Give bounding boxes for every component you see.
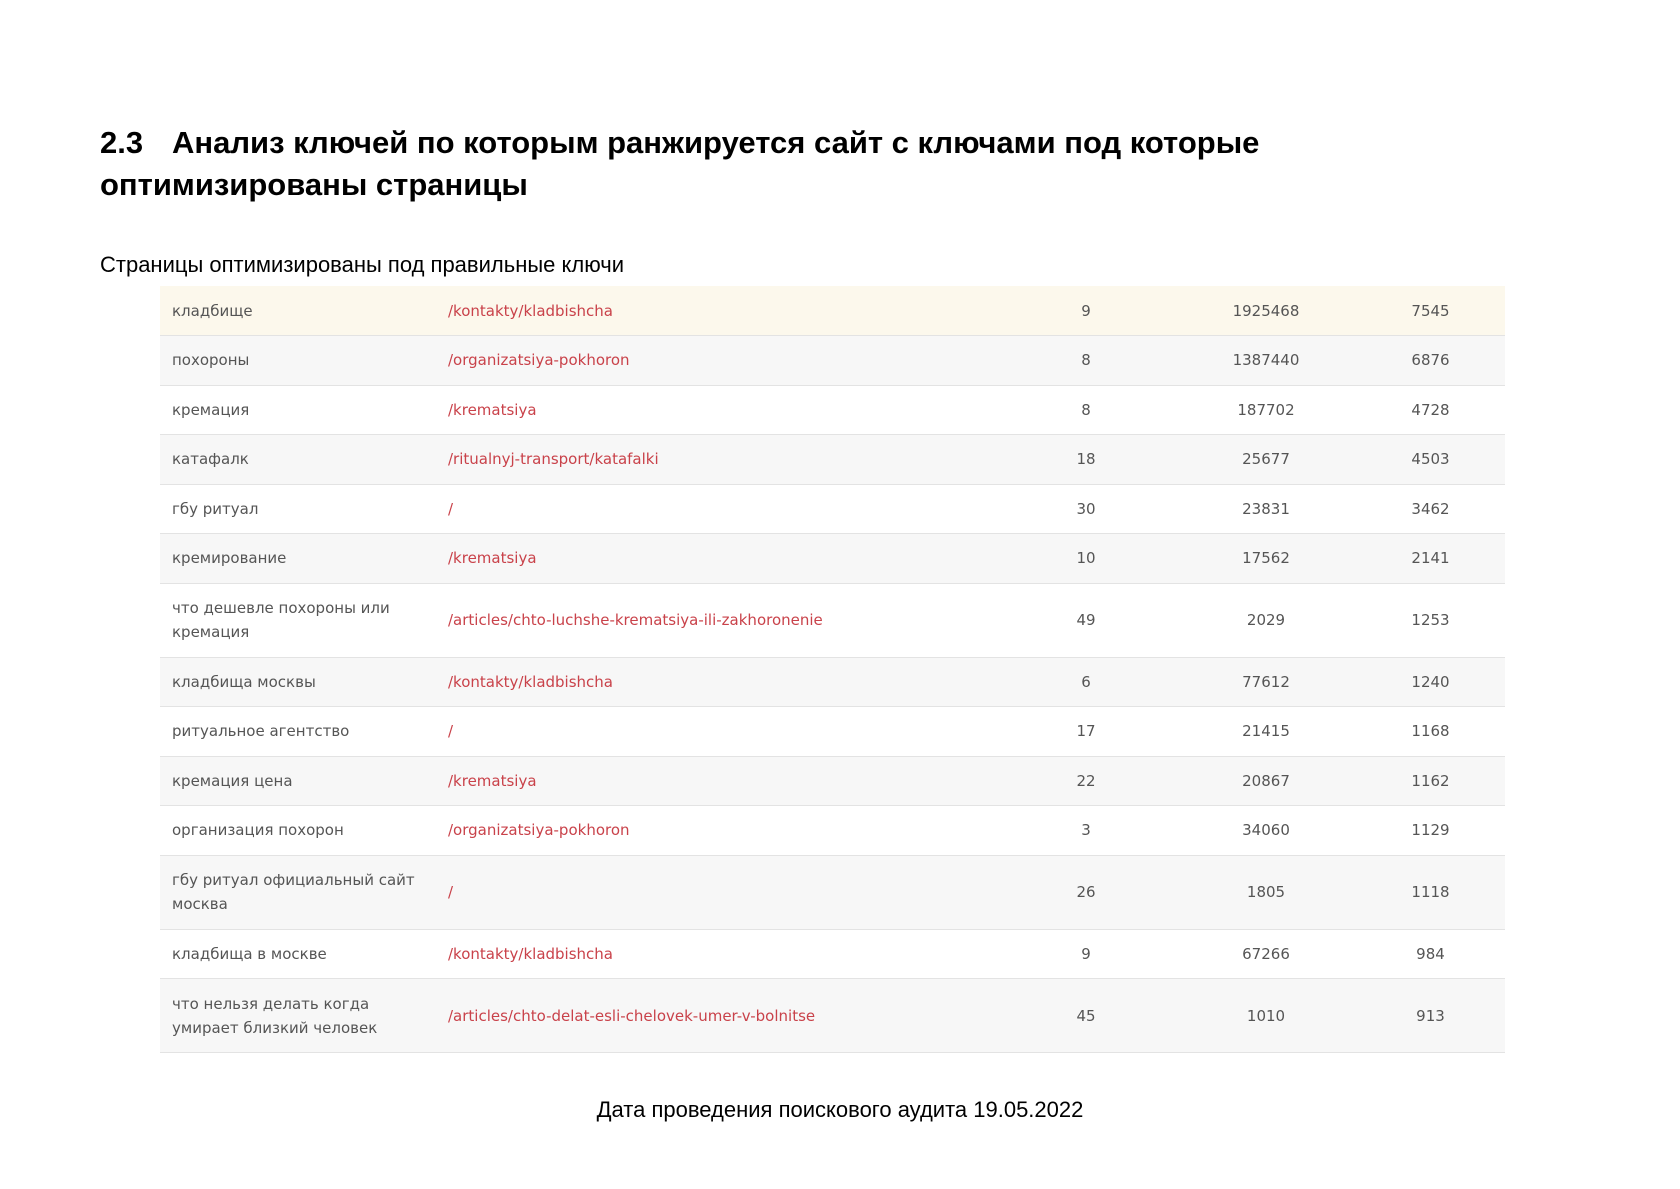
table-row xyxy=(160,806,1505,856)
table-row xyxy=(160,979,1505,1053)
table-row xyxy=(160,929,1505,979)
table-row xyxy=(160,534,1505,584)
traffic-cell: 6876 xyxy=(1356,336,1505,386)
position-cell: 6 xyxy=(996,657,1176,707)
frequency-cell: 17562 xyxy=(1176,534,1356,584)
traffic-cell: 1168 xyxy=(1356,707,1505,757)
frequency-cell: 67266 xyxy=(1176,929,1356,979)
url-link[interactable]: / xyxy=(448,484,996,534)
traffic-cell: 4503 xyxy=(1356,435,1505,485)
table-row xyxy=(160,484,1505,534)
url-link[interactable]: /kontakty/kladbishcha xyxy=(448,929,996,979)
url-link[interactable]: /kontakty/kladbishcha xyxy=(448,286,996,336)
frequency-cell: 1387440 xyxy=(1176,336,1356,386)
keyword-cell: похороны xyxy=(160,336,448,386)
keyword-cell: что нельзя делать когда умирает близкий человек xyxy=(160,979,448,1053)
position-cell: 30 xyxy=(996,484,1176,534)
table-row xyxy=(160,707,1505,757)
position-cell: 45 xyxy=(996,979,1176,1053)
keyword-cell: ритуальное агентство xyxy=(160,707,448,757)
frequency-cell: 2029 xyxy=(1176,583,1356,657)
frequency-cell: 1010 xyxy=(1176,979,1356,1053)
traffic-cell: 1253 xyxy=(1356,583,1505,657)
table-row xyxy=(160,435,1505,485)
keyword-cell: что дешевле похороны или кремация xyxy=(160,583,448,657)
position-cell: 3 xyxy=(996,806,1176,856)
url-link[interactable]: /organizatsiya-pokhoron xyxy=(448,806,996,856)
position-cell: 9 xyxy=(996,929,1176,979)
audit-date-footer: Дата проведения поискового аудита 19.05.2022 xyxy=(596,1097,1084,1122)
table-row xyxy=(160,336,1505,386)
keywords-table-body xyxy=(160,286,1505,1053)
frequency-cell: 20867 xyxy=(1176,756,1356,806)
frequency-cell: 21415 xyxy=(1176,707,1356,757)
keyword-cell: кремация цена xyxy=(160,756,448,806)
position-cell: 8 xyxy=(996,385,1176,435)
url-link[interactable]: /krematsiya xyxy=(448,756,996,806)
frequency-cell: 77612 xyxy=(1176,657,1356,707)
position-cell: 10 xyxy=(996,534,1176,584)
frequency-cell: 1925468 xyxy=(1176,286,1356,336)
position-cell: 49 xyxy=(996,583,1176,657)
traffic-cell: 2141 xyxy=(1356,534,1505,584)
url-link[interactable]: /krematsiya xyxy=(448,534,996,584)
traffic-cell: 1129 xyxy=(1356,806,1505,856)
position-cell: 9 xyxy=(996,286,1176,336)
keywords-table xyxy=(160,286,1505,1053)
keyword-cell: кладбище xyxy=(160,286,448,336)
traffic-cell: 7545 xyxy=(1356,286,1505,336)
url-link[interactable]: /articles/chto-luchshe-krematsiya-ili-zakhoronenie xyxy=(448,583,996,657)
url-link[interactable]: /organizatsiya-pokhoron xyxy=(448,336,996,386)
traffic-cell: 913 xyxy=(1356,979,1505,1053)
frequency-cell: 1805 xyxy=(1176,855,1356,929)
table-row xyxy=(160,583,1505,657)
keyword-cell: кладбища москвы xyxy=(160,657,448,707)
table-row xyxy=(160,855,1505,929)
section-heading xyxy=(100,122,1480,206)
frequency-cell: 25677 xyxy=(1176,435,1356,485)
keyword-cell: кладбища в москве xyxy=(160,929,448,979)
keyword-cell: кремирование xyxy=(160,534,448,584)
keyword-cell: гбу ритуал xyxy=(160,484,448,534)
keyword-cell: кремация xyxy=(160,385,448,435)
position-cell: 26 xyxy=(996,855,1176,929)
url-link[interactable]: /ritualnyj-transport/katafalki xyxy=(448,435,996,485)
position-cell: 17 xyxy=(996,707,1176,757)
url-link[interactable]: /kontakty/kladbishcha xyxy=(448,657,996,707)
position-cell: 18 xyxy=(996,435,1176,485)
subtitle: Страницы оптимизированы под правильные ключи xyxy=(100,252,624,277)
section-title: Анализ ключей по которым ранжируется сайт с ключами под которые оптимизированы страницы xyxy=(100,125,1260,202)
traffic-cell: 1240 xyxy=(1356,657,1505,707)
traffic-cell: 1162 xyxy=(1356,756,1505,806)
url-link[interactable]: / xyxy=(448,855,996,929)
position-cell: 22 xyxy=(996,756,1176,806)
traffic-cell: 984 xyxy=(1356,929,1505,979)
keyword-cell: организация похорон xyxy=(160,806,448,856)
table-row xyxy=(160,756,1505,806)
frequency-cell: 23831 xyxy=(1176,484,1356,534)
url-link[interactable]: /articles/chto-delat-esli-chelovek-umer-v-bolnitse xyxy=(448,979,996,1053)
frequency-cell: 34060 xyxy=(1176,806,1356,856)
keyword-cell: гбу ритуал официальный сайт москва xyxy=(160,855,448,929)
section-number: 2.3 xyxy=(100,125,144,160)
traffic-cell: 3462 xyxy=(1356,484,1505,534)
url-link[interactable]: /krematsiya xyxy=(448,385,996,435)
table-row xyxy=(160,286,1505,336)
position-cell: 8 xyxy=(996,336,1176,386)
url-link[interactable]: / xyxy=(448,707,996,757)
traffic-cell: 4728 xyxy=(1356,385,1505,435)
traffic-cell: 1118 xyxy=(1356,855,1505,929)
table-row xyxy=(160,385,1505,435)
table-row xyxy=(160,657,1505,707)
keyword-cell: катафалк xyxy=(160,435,448,485)
frequency-cell: 187702 xyxy=(1176,385,1356,435)
